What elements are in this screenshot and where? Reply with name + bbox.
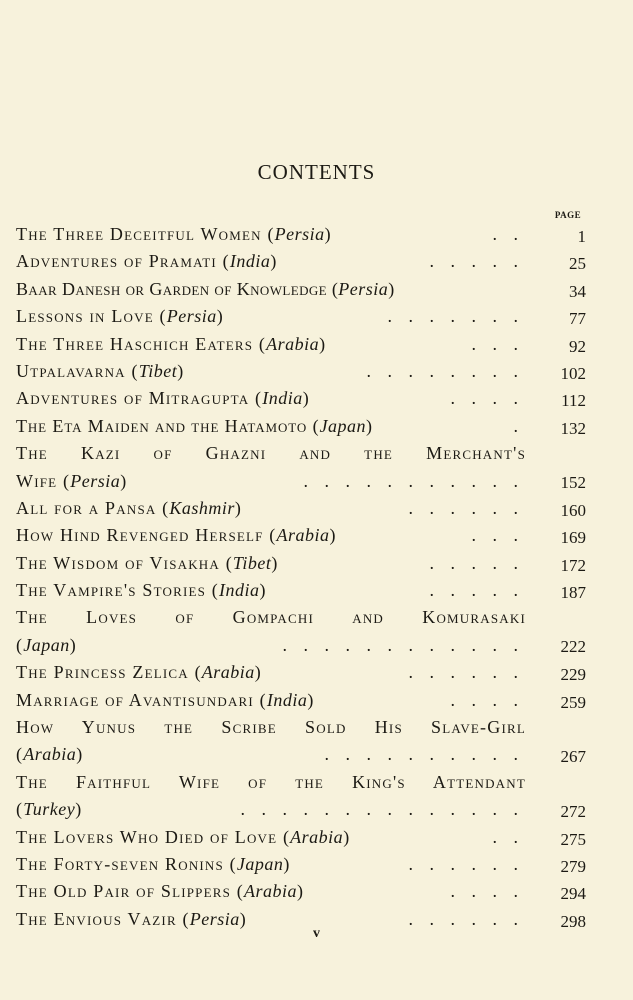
entry-title: All for a Pansa (16, 497, 157, 518)
toc-entry[interactable]: The Three Deceitful Women (Persia) . . 1 (16, 221, 586, 248)
entry-title: The Princess Zelica (16, 662, 189, 683)
entry-region: Arabia (23, 744, 77, 765)
entry-region: Persia (166, 306, 217, 327)
dot-leader: . . . . . . . . . . . . (282, 634, 524, 655)
entry-region: Tibet (138, 360, 178, 381)
entry-page: 187 (560, 583, 586, 603)
entry-title: How Hind Revenged Herself (16, 525, 264, 546)
entry-region: Arabia (276, 525, 330, 546)
entry-page: 1 (577, 227, 586, 246)
toc-entry[interactable]: The Vampire's Stories (India) . . . . . 187 (16, 577, 586, 604)
entry-region: Arabia (243, 881, 297, 902)
dot-leader: . . . (471, 525, 524, 546)
entry-page: 172 (560, 555, 586, 575)
entry-page: 102 (560, 363, 586, 383)
entry-title: The Vampire's Stories (16, 580, 207, 601)
entry-title: The Three Deceitful Women (16, 224, 262, 244)
entry-page: 132 (560, 418, 586, 438)
entry-region: Persia (338, 278, 389, 299)
toc-entry[interactable]: Marriage of Avantisundari (India) . . . . 259 (16, 687, 586, 714)
entry-title: The Envious Vazir (16, 908, 177, 929)
dot-leader: . . . . (450, 388, 524, 409)
entry-title-continued: Wife (16, 470, 58, 491)
dot-leader: . . . . . (429, 552, 524, 573)
dot-leader: . . . . (450, 689, 524, 710)
entry-title: Utpalavarna (16, 360, 126, 381)
toc-entry[interactable]: All for a Pansa (Kashmir) . . . . . . 160 (16, 495, 586, 522)
dot-leader: . . . . . (429, 580, 524, 601)
toc-entry[interactable]: The Envious Vazir (Persia) . . . . . . 298 (16, 906, 586, 933)
toc-entry[interactable]: The Lovers Who Died of Love (Arabia) . . 275 (16, 824, 586, 851)
entry-page: 267 (560, 747, 586, 767)
entry-page: 222 (560, 637, 586, 657)
entry-title: The Old Pair of Slippers (16, 881, 232, 902)
page-number-folio: v (313, 926, 320, 941)
entry-region: India (262, 388, 303, 409)
dot-leader: . . (492, 224, 524, 244)
entry-page: 279 (560, 857, 586, 877)
entry-region: Persia (70, 470, 121, 491)
entry-title: The Forty-seven Ronins (16, 854, 224, 875)
dot-leader: . . . . . . (408, 854, 524, 875)
entry-page: 77 (569, 309, 586, 329)
entry-page: 112 (561, 391, 586, 411)
entry-region: Arabia (290, 826, 344, 847)
dot-leader: . . . . . . . . . . . . . . (240, 799, 524, 820)
entry-page: 92 (569, 336, 586, 356)
entry-title: Adventures of Mitragupta (16, 388, 250, 409)
entry-page: 152 (560, 473, 586, 493)
entry-title: The Loves of Gompachi and Komurasaki (16, 607, 526, 628)
entry-region: Arabia (266, 333, 320, 354)
dot-leader: . . . . . . (408, 662, 524, 683)
toc-entry[interactable]: The Forty-seven Ronins (Japan) . . . . . . 279 (16, 851, 586, 878)
dot-leader: . . . . . . . . . . (324, 744, 524, 765)
dot-leader: . . . (471, 333, 524, 354)
entry-page: 272 (560, 801, 586, 821)
entry-page: 298 (560, 911, 586, 931)
toc-entry[interactable]: Adventures of Pramati (India) . . . . . 25 (16, 248, 586, 275)
entry-region: Turkey (23, 799, 76, 820)
entry-title: Marriage of Avantisundari (16, 689, 254, 710)
entry-title: Lessons in Love (16, 306, 154, 327)
toc-entry[interactable]: How Yunus the Scribe Sold His Slave-Girl (Arabia) . . . . . . . . . . 267 (16, 714, 586, 769)
toc-entry[interactable]: The Old Pair of Slippers (Arabia) . . . . 294 (16, 878, 586, 905)
toc-entry[interactable]: Adventures of Mitragupta (India) . . . . 112 (16, 385, 586, 412)
entry-region: Arabia (201, 662, 255, 683)
dot-leader: . . . . . . . . . . . (303, 470, 524, 491)
dot-leader: . . . . . . . . (366, 360, 524, 381)
entry-title: How Yunus the Scribe Sold His Slave-Girl (16, 717, 526, 738)
entry-page: 259 (560, 692, 586, 712)
entry-page: 25 (569, 254, 586, 274)
entry-region: Persia (274, 224, 325, 244)
dot-leader: . . . . . . (408, 497, 524, 518)
dot-leader: . . . . . (429, 251, 524, 272)
table-of-contents (16, 221, 586, 933)
entry-page: 34 (569, 281, 586, 301)
toc-entry[interactable]: The Kazi of Ghazni and the Merchant's Wife (Persia) . . . . . . . . . . . 152 (16, 440, 586, 495)
entry-page: 229 (560, 665, 586, 685)
entry-region: India (229, 251, 271, 272)
toc-entry[interactable]: The Wisdom of Visakha (Tibet) . . . . . 172 (16, 550, 586, 577)
entry-region: Persia (189, 908, 240, 929)
toc-entry[interactable]: Utpalavarna (Tibet) . . . . . . . . 102 (16, 358, 586, 385)
entry-title: The Three Haschich Eaters (16, 333, 254, 354)
entry-title: The Wisdom of Visakha (16, 552, 220, 573)
entry-page: 275 (560, 829, 586, 849)
entry-region: Japan (23, 634, 70, 655)
toc-entry[interactable]: Lessons in Love (Persia) . . . . . . . 77 (16, 303, 586, 330)
page-column-heading: PAGE (554, 210, 582, 220)
entry-page: 169 (560, 528, 586, 548)
entry-title: Baar Danesh or Garden of Knowledge (16, 278, 327, 299)
entry-region: India (266, 689, 308, 710)
entry-region: Tibet (232, 552, 272, 573)
dot-leader: . . . . . . . (387, 306, 524, 327)
entry-region: Kashmir (169, 497, 235, 518)
entry-title: The Faithful Wife of the King's Attendant (16, 771, 526, 792)
dot-leader: . . (492, 826, 524, 847)
toc-entry[interactable]: The Three Haschich Eaters (Arabia) . . . 92 (16, 331, 586, 358)
entry-region: Japan (319, 415, 366, 436)
entry-region: Japan (236, 854, 284, 875)
entry-title: The Eta Maiden and the Hatamoto (16, 415, 308, 436)
page-title: CONTENTS (257, 160, 376, 184)
toc-entry[interactable]: The Faithful Wife of the King's Attendant (Turkey) . . . . . . . . . . . . . . 272 (16, 769, 586, 824)
entry-region: India (218, 580, 260, 601)
entry-title: Adventures of Pramati (16, 251, 217, 272)
entry-title: The Lovers Who Died of Love (16, 826, 278, 847)
dot-leader: . . . . (450, 881, 524, 902)
entry-title: The Kazi of Ghazni and the Merchant's (16, 443, 526, 464)
dot-leader: . . . . . . (408, 908, 524, 929)
toc-entry[interactable]: The Loves of Gompachi and Komurasaki (Japan) . . . . . . . . . . . . 222 (16, 604, 586, 659)
entry-page: 294 (560, 884, 586, 904)
toc-entry[interactable]: How Hind Revenged Herself (Arabia) . . . 169 (16, 522, 586, 549)
toc-entry[interactable]: Baar Danesh or Garden of Knowledge (Persia) 34 (16, 276, 586, 303)
dot-leader: . (513, 415, 524, 436)
toc-entry[interactable]: The Eta Maiden and the Hatamoto (Japan) . 132 (16, 413, 586, 440)
entry-page: 160 (560, 500, 586, 520)
toc-entry[interactable]: The Princess Zelica (Arabia) . . . . . . 229 (16, 659, 586, 686)
